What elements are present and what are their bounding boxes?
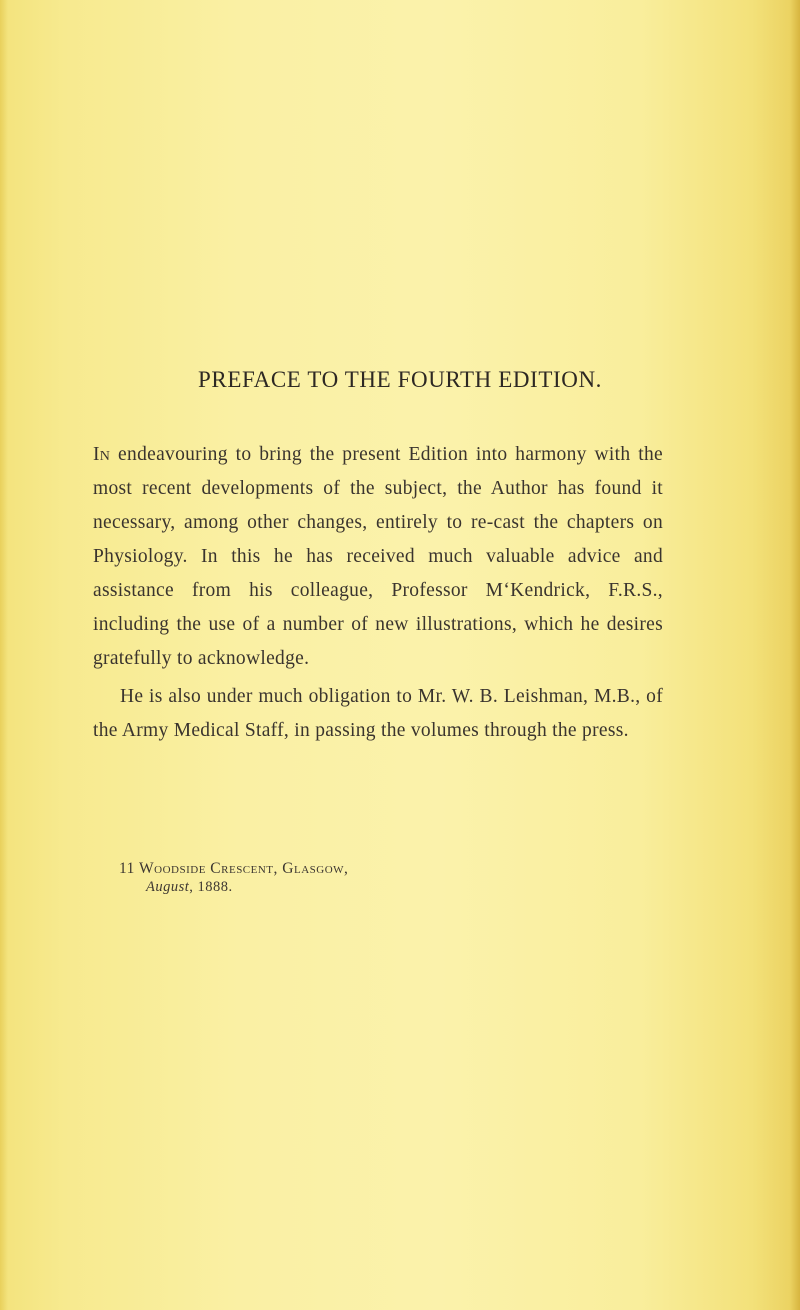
paragraph-1-lead-word: In <box>93 444 111 465</box>
page-left-edge-shade <box>0 0 8 1310</box>
signoff-date <box>119 878 348 896</box>
page-right-edge-shade <box>790 0 800 1310</box>
signoff-address: 11 Woodside Crescent, Glasgow, <box>119 860 349 877</box>
preface-title: PREFACE TO THE FOURTH EDITION. <box>197 367 602 392</box>
paragraph-1 <box>93 438 663 676</box>
paragraph-1-text: endeavouring to bring the present Edition into harmony with the most recent developments of the subject, the Author has found it necessary, among other changes, entirely to re-cast the chapters on Physiology. In this he has received much valuable advice and assistance from his colleague, Professor M‘Kendrick, F.R.S., including the use of a number of new illustrations, which he desires gratefully to acknowledge. <box>93 444 663 669</box>
preface-body <box>93 438 663 748</box>
signoff-year: , 1888. <box>189 879 233 895</box>
signoff-block <box>119 860 348 896</box>
signoff-month: August <box>146 879 190 895</box>
paragraph-2: He is also under much obligation to Mr. W. B. Leishman, M.B., of the Army Medical Staff, in passing the volumes through the press. <box>93 686 663 741</box>
